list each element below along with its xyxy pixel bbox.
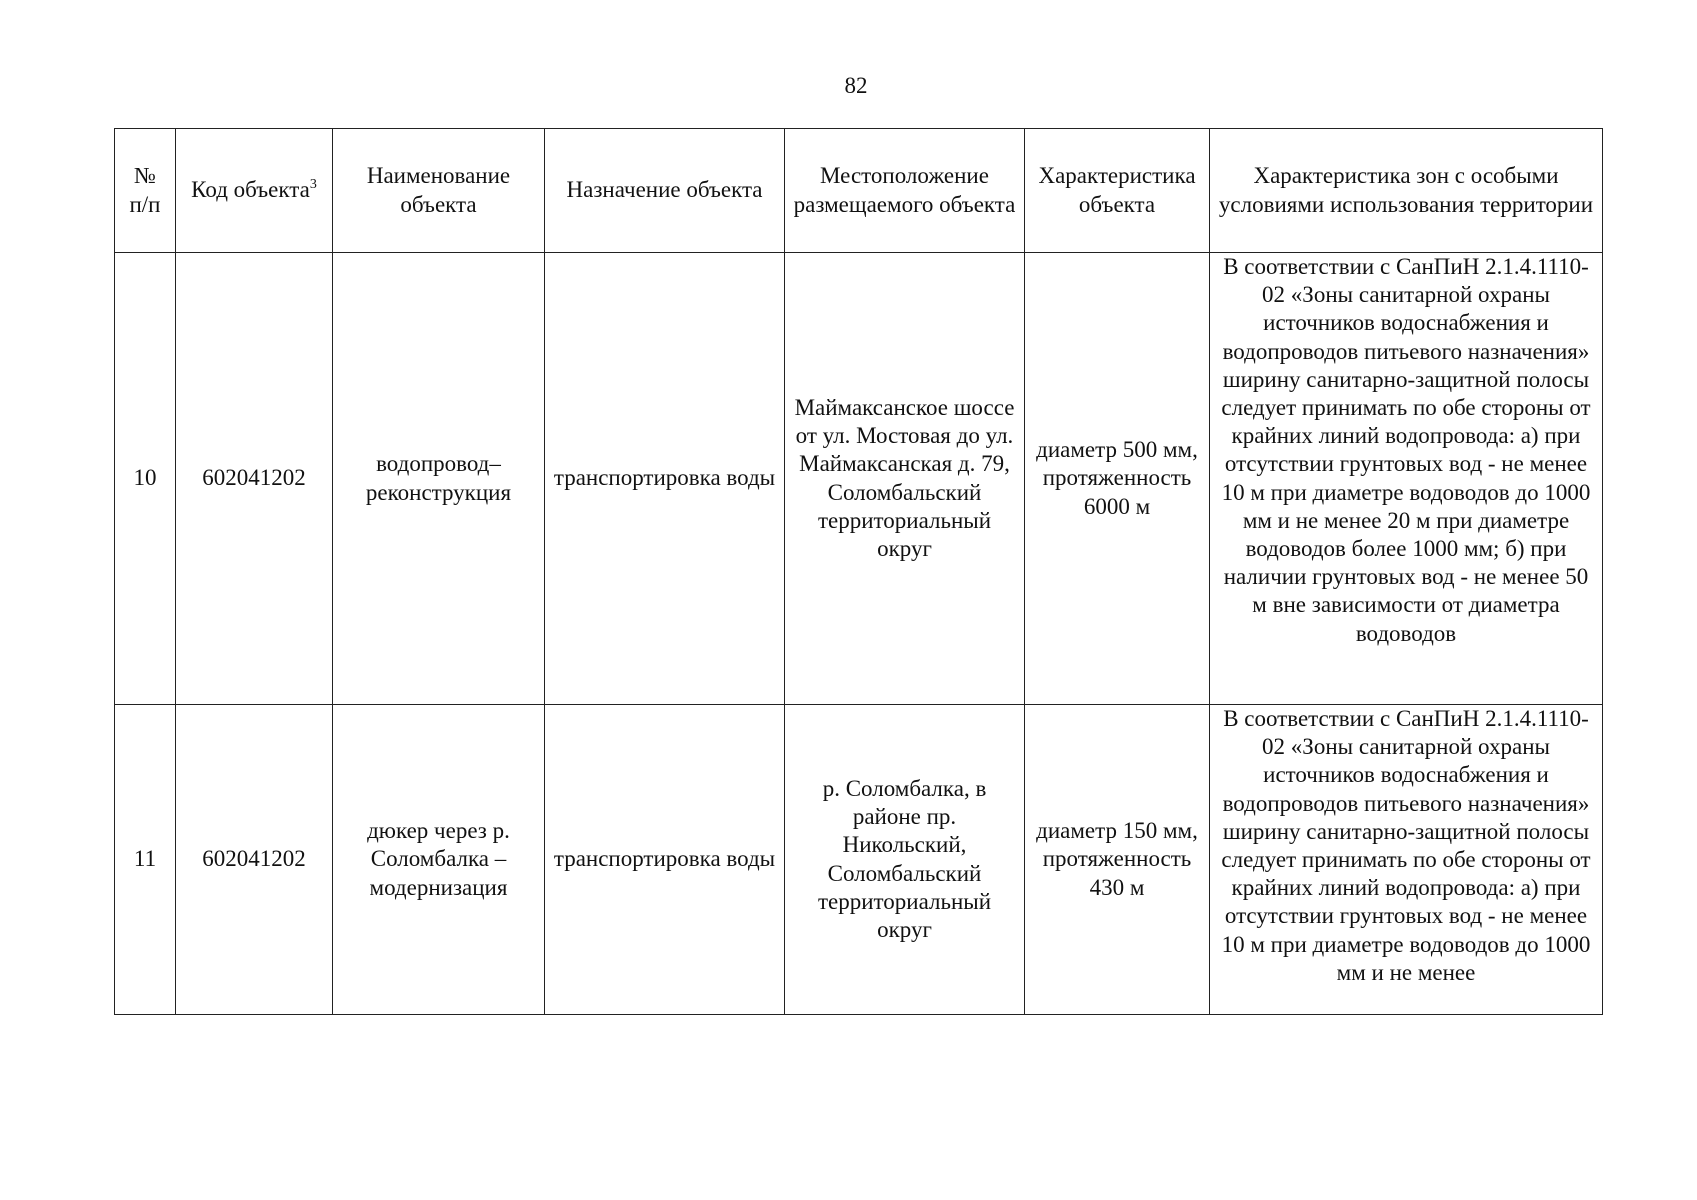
header-code-footnote: 3 [309,177,317,193]
cell-purpose: транспортировка воды [545,253,785,705]
table-row [115,705,1603,1015]
cell-num: 10 [115,253,176,705]
header-code-label: Код объекта [191,177,310,203]
objects-table [114,128,1603,1015]
zones-text-clip [1216,705,1596,1014]
cell-characteristics: диаметр 150 мм, протяженность 430 м [1025,705,1210,1015]
cell-num: 11 [115,705,176,1015]
header-code [176,129,333,253]
cell-zones [1210,253,1603,705]
header-characteristics: Характеристика объекта [1025,129,1210,253]
header-location: Местоположение размещаемого объекта [785,129,1025,253]
header-zones: Характеристика зон с особыми условиями использования территории [1210,129,1603,253]
zones-text-clip [1216,253,1596,704]
table-header-row [115,129,1603,253]
cell-name: дюкер через р. Соломбалка – модернизация [333,705,545,1015]
cell-location: Маймаксанское шоссе от ул. Мостовая до ул. Маймаксанская д. 79, Соломбальский территориальный округ [785,253,1025,705]
zones-text: В соответствии с СанПиН 2.1.4.1110-02 «Зоны санитарной охраны источников водоснабжения и водопроводов питьевого назначения» ширину санитарно-защитной полосы следует принимать по обе стороны от крайних линий водопровода: а) при отсутствии грунтовых вод - не менее 10 м при диаметре водоводов до 1000 мм и не менее [1221,706,1591,985]
page-number: 82 [844,73,868,98]
cell-code: 602041202 [176,253,333,705]
cell-characteristics: диаметр 500 мм, протяженность 6000 м [1025,253,1210,705]
header-purpose: Назначение объекта [545,129,785,253]
cell-location: р. Соломбалка, в районе пр. Никольский, Соломбальский территориальный округ [785,705,1025,1015]
header-num: № п/п [115,129,176,253]
cell-code: 602041202 [176,705,333,1015]
cell-name: водопровод–реконструкция [333,253,545,705]
header-name: Наименование объекта [333,129,545,253]
cell-zones [1210,705,1603,1015]
cell-purpose: транспортировка воды [545,705,785,1015]
table-row [115,253,1603,705]
zones-text: В соответствии с СанПиН 2.1.4.1110-02 «Зоны санитарной охраны источников водоснабжения и водопроводов питьевого назначения» ширину санитарно-защитной полосы следует принимать по обе стороны от крайних линий водопровода: а) при отсутствии грунтовых вод - не менее 10 м при диаметре водоводов до 1000 мм и не менее 20 м при диаметре водоводов более 1000 мм; б) при наличии грунтовых вод - не менее 50 м вне зависимости от диаметра водоводов [1221,254,1591,646]
